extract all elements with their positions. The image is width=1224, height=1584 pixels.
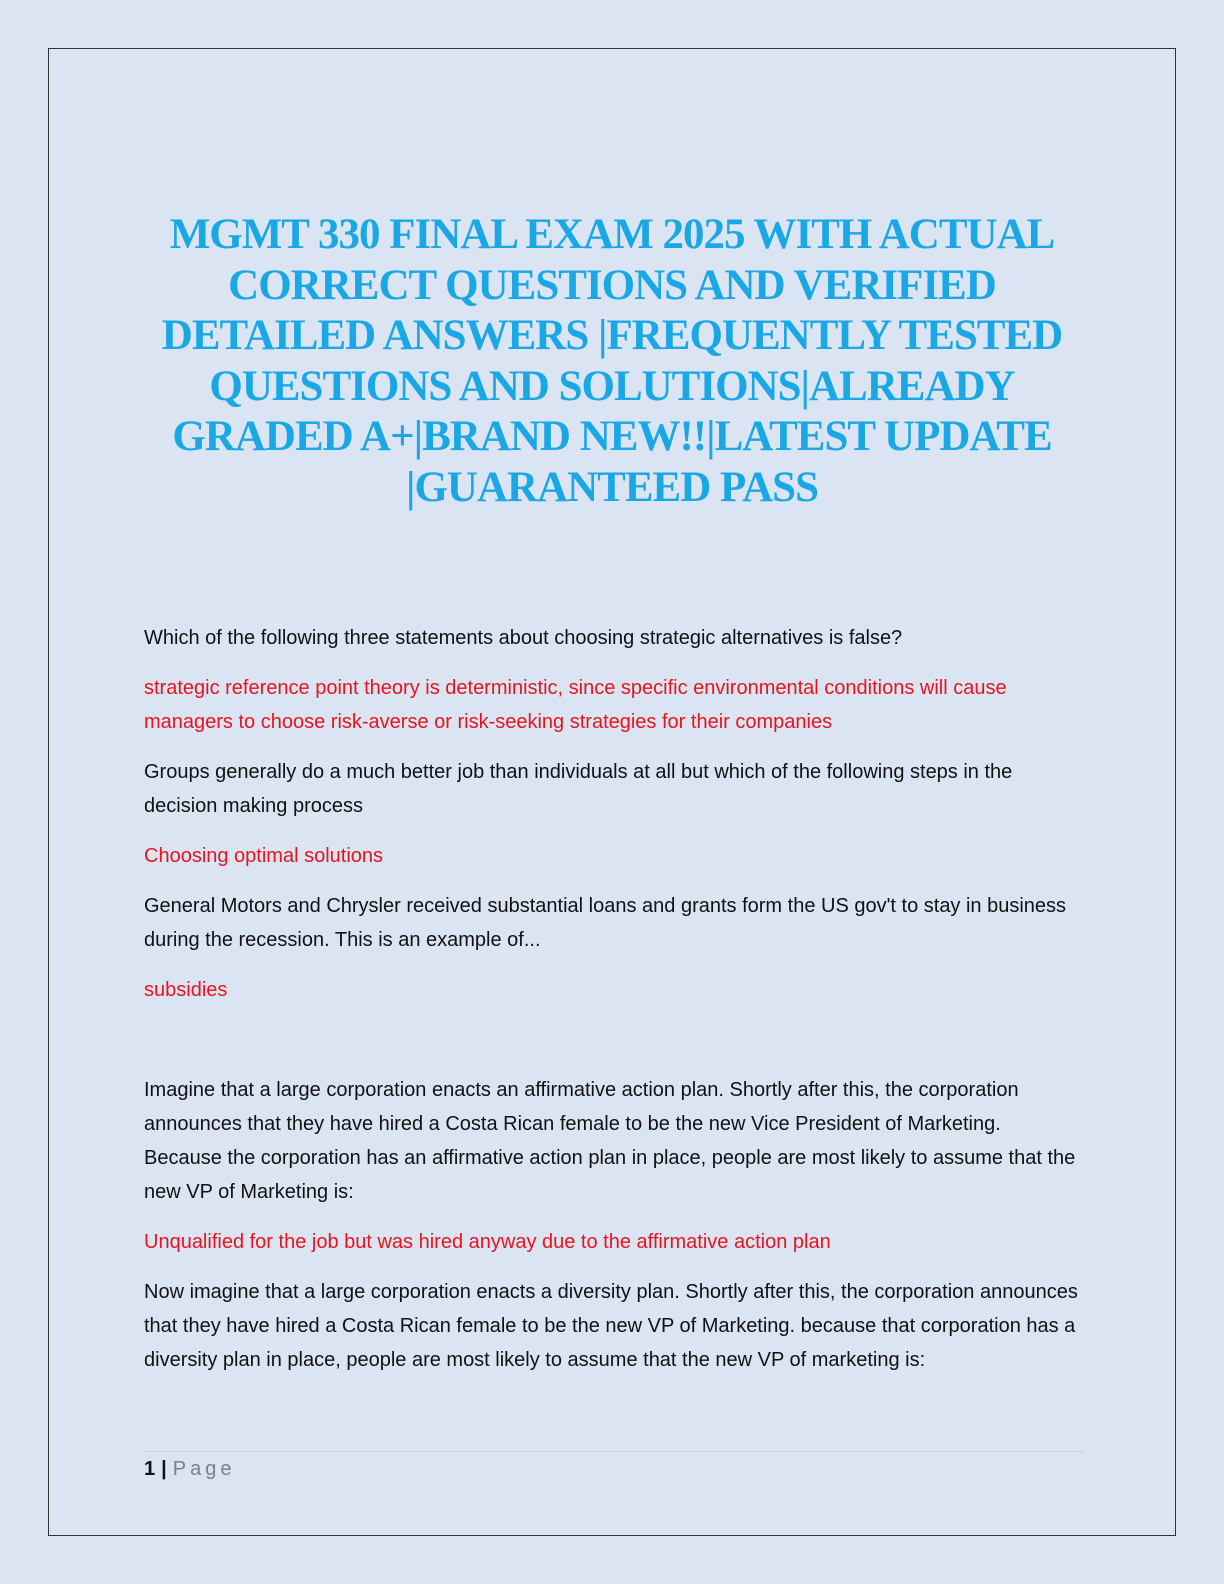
section-spacer xyxy=(144,1023,1084,1073)
answer-3: subsidies xyxy=(144,979,228,1001)
footer-divider xyxy=(144,1451,1084,1452)
page-footer xyxy=(144,1455,235,1483)
answer-2: Choosing optimal solutions xyxy=(144,845,384,867)
question-2: Groups generally do a much better job than individuals at all but which of the following steps in the decision making process xyxy=(144,761,1013,817)
page-label: Page xyxy=(172,1458,236,1480)
question-3: General Motors and Chrysler received substantial loans and grants form the US gov't to stay in business during the recession. This is an example of... xyxy=(144,895,1067,951)
qa-content xyxy=(144,621,1084,1393)
question-5: Now imagine that a large corporation enacts a diversity plan. Shortly after this, the corporation announces that they have hired a Costa Rican female to be the new VP of Marketing. because that corporation has a diversity plan in place, people are most likely to assume that the new VP of marketing is: xyxy=(144,1281,1078,1371)
answer-4: Unqualified for the job but was hired anyway due to the affirmative action plan xyxy=(144,1231,831,1253)
question-4: Imagine that a large corporation enacts an affirmative action plan. Shortly after this, the corporation announces that they have hired a Costa Rican female to be the new Vice President of Marketing. Because the corporation has an affirmative action plan in place, people are most likely to assume that the new VP of Marketing is: xyxy=(144,1079,1076,1203)
question-1: Which of the following three statements about choosing strategic alternatives is false? xyxy=(144,627,903,649)
answer-1: strategic reference point theory is deterministic, since specific environmental conditions will cause managers to choose risk-averse or risk-seeking strategies for their companies xyxy=(144,677,1007,733)
document-title: MGMT 330 FINAL EXAM 2025 WITH ACTUAL CORRECT QUESTIONS AND VERIFIED DETAILED ANSWERS |FREQUENTLY TESTED QUESTIONS AND SOLUTIONS|ALREADY GRADED A+|BRAND NEW!!|LATEST UPDATE |GUARANTEED PASS xyxy=(161,211,1063,511)
page-number: 1 xyxy=(144,1458,156,1480)
page-separator: | xyxy=(161,1458,167,1480)
